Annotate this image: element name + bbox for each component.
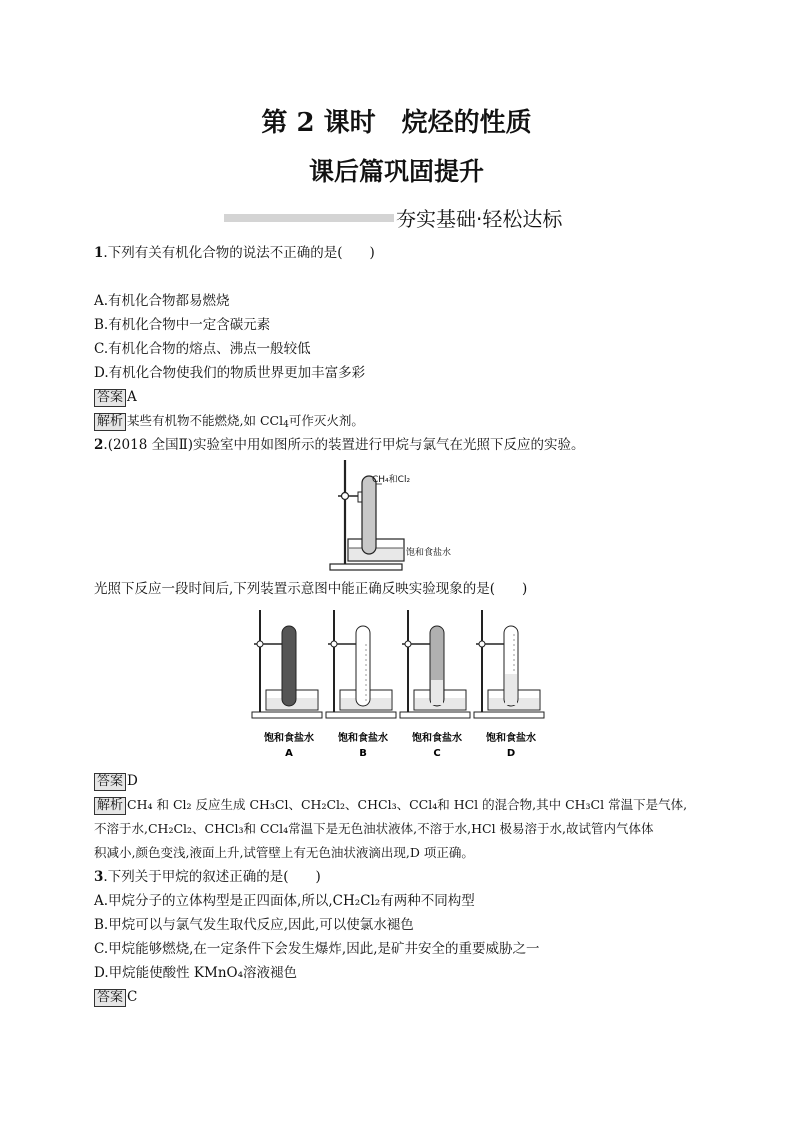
option-d-caption: 饱和食盐水 — [486, 733, 536, 744]
option-b-figure — [326, 610, 396, 759]
section-bar — [224, 214, 394, 222]
q1-analysis-text-b: 可作灭火剂。 — [288, 413, 364, 428]
water-label: 饱和食盐水 — [406, 548, 452, 558]
q2-analysis-line-3: 积减小,颜色变浅,液面上升,试管壁上有无色油状液滴出现,D 项正确。 — [94, 845, 474, 860]
apparatus-figure — [320, 456, 480, 576]
q1-option-d: D.有机化合物使我们的物质世界更加丰富多彩 — [94, 365, 366, 381]
q3-answer-value: C — [127, 989, 138, 1005]
option-b-letter: B — [359, 748, 367, 759]
analysis-tag: 解析 — [94, 797, 126, 815]
q1-number: 1 — [94, 245, 104, 261]
q3-number: 3 — [94, 869, 104, 885]
q3-option-b: B.甲烷可以与氯气发生取代反应,因此,可以使氯水褪色 — [94, 917, 414, 933]
q2-stem-text: .(2018 全国Ⅱ)实验室中用如图所示的装置进行甲烷与氯气在光照下反应的实验。 — [103, 437, 585, 453]
lesson-topic: 烷烃的性质 — [401, 108, 532, 138]
q2-stem-2: 光照下反应一段时间后,下列装置示意图中能正确反映实验现象的是( ) — [94, 581, 528, 597]
page-subtitle: 课后篇巩固提升 — [308, 157, 484, 186]
option-c-figure — [400, 610, 470, 759]
q1-option-a: A.有机化合物都易燃烧 — [94, 293, 230, 309]
q2-number: 2 — [94, 437, 104, 453]
q1-option-b: B.有机化合物中一定含碳元素 — [94, 317, 271, 333]
section-title: 夯实基础·轻松达标 — [396, 207, 563, 231]
option-d-letter: D — [506, 748, 516, 759]
q2-analysis-line-1 — [94, 796, 687, 815]
q3-option-d: D.甲烷能使酸性 KMnO₄溶液褪色 — [94, 965, 298, 981]
answer-tag: 答案 — [94, 389, 126, 407]
option-a-figure — [252, 610, 322, 759]
option-d-figure — [474, 610, 544, 759]
analysis-tag: 解析 — [94, 413, 126, 431]
q3-stem — [94, 868, 321, 886]
q1-answer — [94, 388, 137, 407]
lesson-title — [0, 102, 793, 139]
q1-option-c: C.有机化合物的熔点、沸点一般较低 — [94, 341, 311, 357]
option-c-caption: 饱和食盐水 — [412, 733, 462, 744]
q3-stem-text: .下列关于甲烷的叙述正确的是( ) — [103, 869, 321, 885]
option-b-caption: 饱和食盐水 — [338, 733, 388, 744]
q1-answer-value: A — [127, 389, 137, 405]
q3-answer — [94, 988, 137, 1007]
q1-stem — [94, 244, 375, 262]
q2-analysis-line-2: 不溶于水,CH₂Cl₂、CHCl₃和 CCl₄常温下是无色油状液体,不溶于水,HCl 极易溶于水,故试管内气体体 — [94, 821, 654, 836]
q1-stem-text: .下列有关有机化合物的说法不正确的是( ) — [103, 245, 375, 261]
option-a-caption: 饱和食盐水 — [264, 733, 314, 744]
option-figures — [244, 604, 554, 764]
lesson-number: 第 2 课时 — [261, 108, 376, 138]
option-a-letter: A — [285, 748, 293, 759]
q1-analysis-text-a: 某些有机物不能燃烧,如 CCl — [127, 413, 284, 428]
q2-answer-value: D — [127, 773, 138, 789]
q1-analysis — [94, 412, 364, 431]
q3-option-a: A.甲烷分子的立体构型是正四面体,所以,CH₂Cl₂有两种不同构型 — [94, 893, 475, 909]
option-c-letter: C — [433, 748, 441, 759]
q1-analysis-subscript: 4 — [283, 420, 289, 430]
answer-tag: 答案 — [94, 773, 126, 791]
q2-answer — [94, 772, 138, 791]
tube-label: CH₄和Cl₂ — [372, 475, 411, 485]
q3-option-c: C.甲烷能够燃烧,在一定条件下会发生爆炸,因此,是矿井安全的重要威胁之一 — [94, 941, 540, 957]
q2-analysis-text-1: CH₄ 和 Cl₂ 反应生成 CH₃Cl、CH₂Cl₂、CHCl₃、CCl₄和 HCl 的混合物,其中 CH₃Cl 常温下是气体, — [127, 797, 688, 812]
q2-stem — [94, 436, 585, 454]
answer-tag: 答案 — [94, 989, 126, 1007]
